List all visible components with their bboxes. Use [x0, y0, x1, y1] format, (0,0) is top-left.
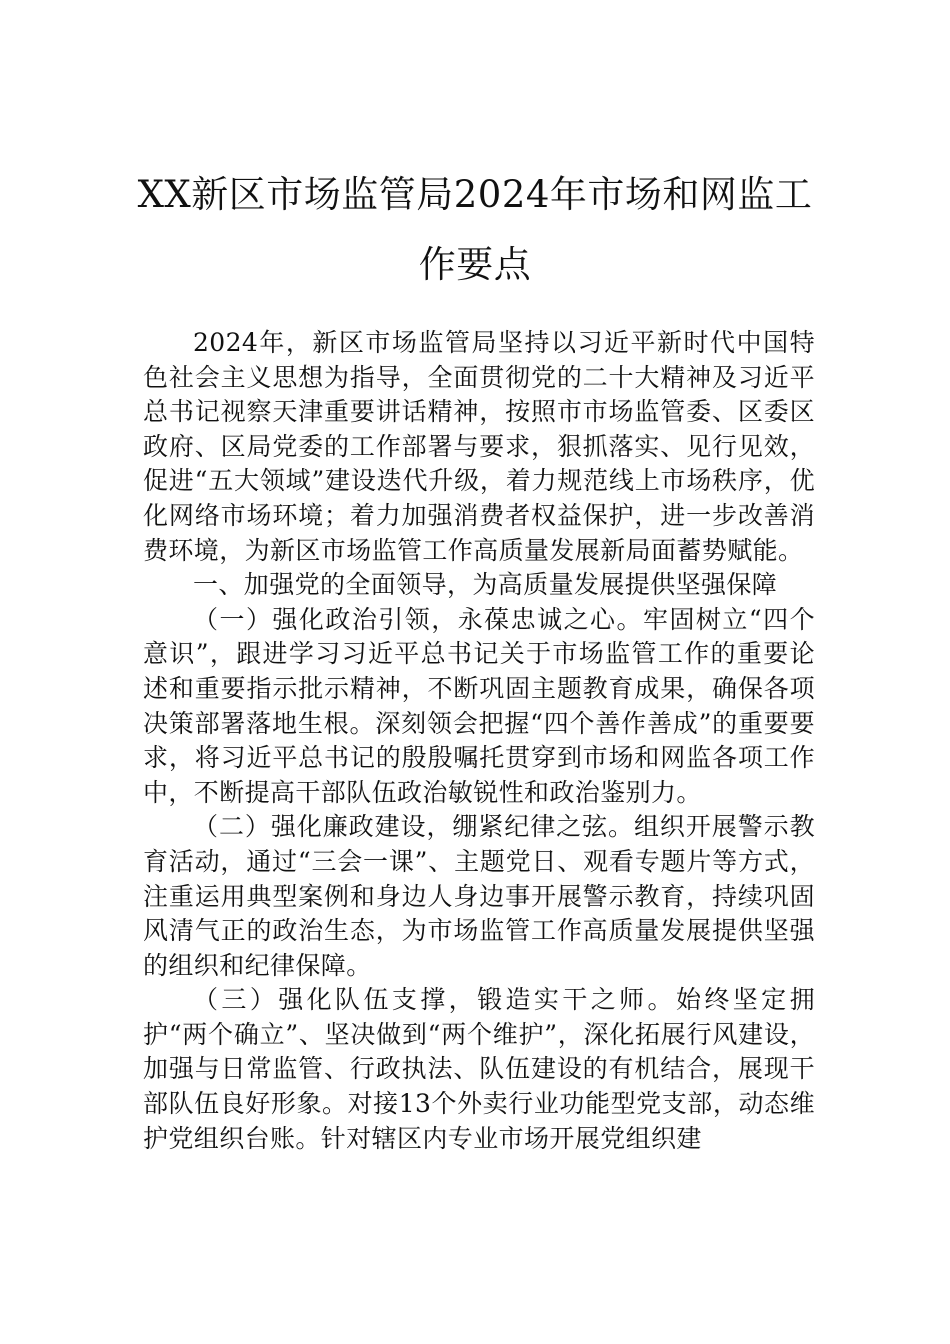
subsection-paragraph-2: （二）强化廉政建设，绷紧纪律之弦。组织开展警示教育活动，通过“三会一课”、主题党日、观看专题片等方式，注重运用典型案例和身边人身边事开展警示教育，持续巩固风清气正的政治生态，为市场监管工作高质量发展提供坚强的组织和纪律保障。 [143, 812, 815, 980]
title-line-2: 作要点 [418, 243, 532, 286]
subsection-paragraph-3: （三）强化队伍支撑，锻造实干之师。始终坚定拥护“两个确立”、坚决做到“两个维护”，深化拓展行风建设，加强与日常监管、行政执法、队伍建设的有机结合，展现干部队伍良好形象。对接13个外卖行业功能型党支部，动态维护党组织台账。针对辖区内专业市场开展党组织建 [143, 985, 815, 1153]
title-line-1: XX新区市场监管局2024年市场和网监工 [137, 173, 813, 216]
subsection-paragraph-1: （一）强化政治引领，永葆忠诚之心。牢固树立“四个意识”，跟进学习习近平总书记关于市场监管工作的重要论述和重要指示批示精神，不断巩固主题教育成果，确保各项决策部署落地生根。深刻领会把握“四个善作善成”的重要要求，将习近平总书记的殷殷嘱托贯穿到市场和网监各项工作中，不断提高干部队伍政治敏锐性和政治鉴别力。 [143, 604, 815, 807]
intro-paragraph: 2024年，新区市场监管局坚持以习近平新时代中国特色社会主义思想为指导，全面贯彻党的二十大精神及习近平总书记视察天津重要讲话精神，按照市市场监管委、区委区政府、区局党委的工作部署与要求，狠抓落实、见行见效，促进“五大领域”建设迭代升级，着力规范线上市场秩序，优化网络市场环境；着力加强消费者权益保护，进一步改善消费环境，为新区市场监管工作高质量发展新局面蓄势赋能。 [143, 328, 815, 565]
document-body [143, 326, 815, 1156]
section-heading-1: 一、加强党的全面领导，为高质量发展提供坚强保障 [193, 570, 778, 600]
document-title [120, 160, 830, 300]
